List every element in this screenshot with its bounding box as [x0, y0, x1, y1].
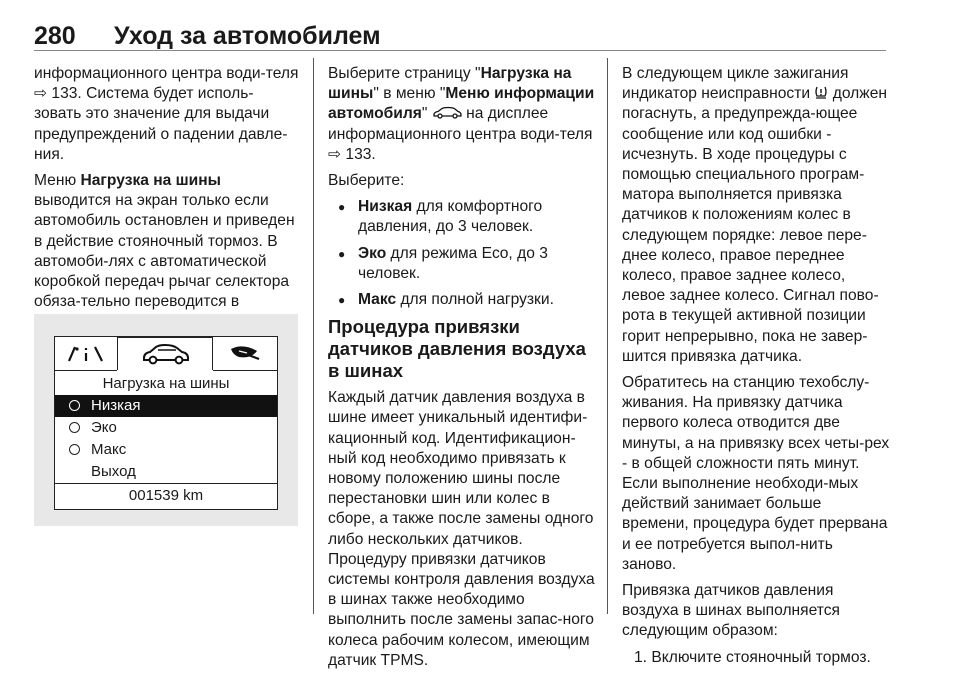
header-rule — [34, 50, 886, 51]
radio-icon — [69, 400, 80, 411]
section-heading: Процедура привязки датчиков давления воздуха в шинах — [328, 316, 586, 382]
paragraph: Обратитесь на станцию техобслу-живания. На привязку датчика первого колеса отводится две минуты, а на привязку всех четы-рех - в общей сложности пять минут. Если выполнение необходи-мых действий занимает больше времени, процедура будет прервана и ее потребуется выпол-нить заново. — [622, 374, 890, 573]
paragraph: Меню Нагрузка на шины выводится на экран только если автомобиль остановлен и приведен в действие стояночный тормоз. В автомоби-лях с автоматической коробкой передач рычаг селектора обяза-тельно переводится в — [34, 172, 295, 311]
display-title: Нагрузка на шины — [102, 375, 230, 392]
column-2 — [328, 64, 596, 677]
list-item: 1. Включите стояночный тормоз. — [634, 648, 871, 666]
column-divider-1 — [313, 58, 314, 614]
tab-eco — [213, 337, 277, 370]
paragraph: В следующем цикле зажигания индикатор неисправности должен погаснуть, а предупрежда-ющее сообщение или код ошибки - исчезнуть. В ходе процедуры с помощью специального програм-матора выполняется привязка датчиков к положениям колес в следующем порядке: левое пере-днее колесо, правое переднее колесо, правое заднее колесо, левое заднее колесо. Сигнал пово-рота в текущей активной позиции горит непрерывно, пока не завер-шится привязка датчика. — [622, 65, 887, 365]
numbered-list — [622, 648, 890, 668]
tab-trip — [55, 337, 117, 370]
tire-load-display-figure — [34, 314, 298, 526]
paragraph: Выберите: — [328, 172, 405, 190]
tire-pressure-warning-icon — [814, 85, 828, 100]
column-1 — [34, 64, 300, 339]
paragraph: Каждый датчик давления воздуха в шине имеет уникальный идентифи-кационный код. Идентификацион-ный код необходимо привязать к новому положению шины после перестановки шин или колес в сборе, а также после замены одного либо нескольких датчиков. Процедуру привязки датчиков системы контроля давления воздуха в шинах также необходимо выполнить после замены запас-ного колеса рабочим колесом, имеющим датчик TPMS. — [328, 389, 595, 669]
option-max[interactable]: Макс — [55, 439, 277, 461]
option-eco[interactable]: Эко — [55, 417, 277, 439]
list-item: ● Макс для полной нагрузки. — [328, 290, 596, 310]
car-icon — [432, 106, 462, 119]
eco-leaf-icon — [213, 337, 277, 370]
driver-info-display — [54, 336, 278, 510]
trip-computer-icon — [55, 337, 117, 370]
car-icon — [118, 338, 212, 370]
page-number: 280 — [34, 22, 76, 50]
option-low[interactable]: Низкая — [55, 395, 277, 417]
radio-icon — [69, 422, 80, 433]
tab-vehicle — [117, 337, 213, 370]
page-header — [34, 22, 886, 52]
page-title: Уход за автомобилем — [114, 22, 381, 50]
radio-icon — [69, 444, 80, 455]
paragraph: информационного центра води-теля ⇨ 133. Система будет исполь-зовать это значение для выдачи предупреждений о падении давле-ния. — [34, 65, 299, 163]
bullet-list — [328, 197, 596, 310]
display-tabs — [55, 337, 277, 371]
list-item: ● Эко для режима Eco, до 3 человек. — [328, 244, 596, 284]
paragraph: Выберите страницу "Нагрузка на шины" в меню "Меню информации автомобиля" на дисплее информационного центра води-теля ⇨ 133. — [328, 65, 595, 163]
option-exit[interactable]: Выход — [91, 463, 136, 480]
odometer-readout: 001539 km — [128, 487, 204, 504]
column-3 — [622, 64, 890, 668]
column-divider-2 — [607, 58, 608, 614]
list-item: ● Низкая для комфортного давления, до 3 человек. — [328, 197, 596, 237]
paragraph: Привязка датчиков давления воздуха в шинах выполняется следующим образом: — [622, 582, 840, 640]
